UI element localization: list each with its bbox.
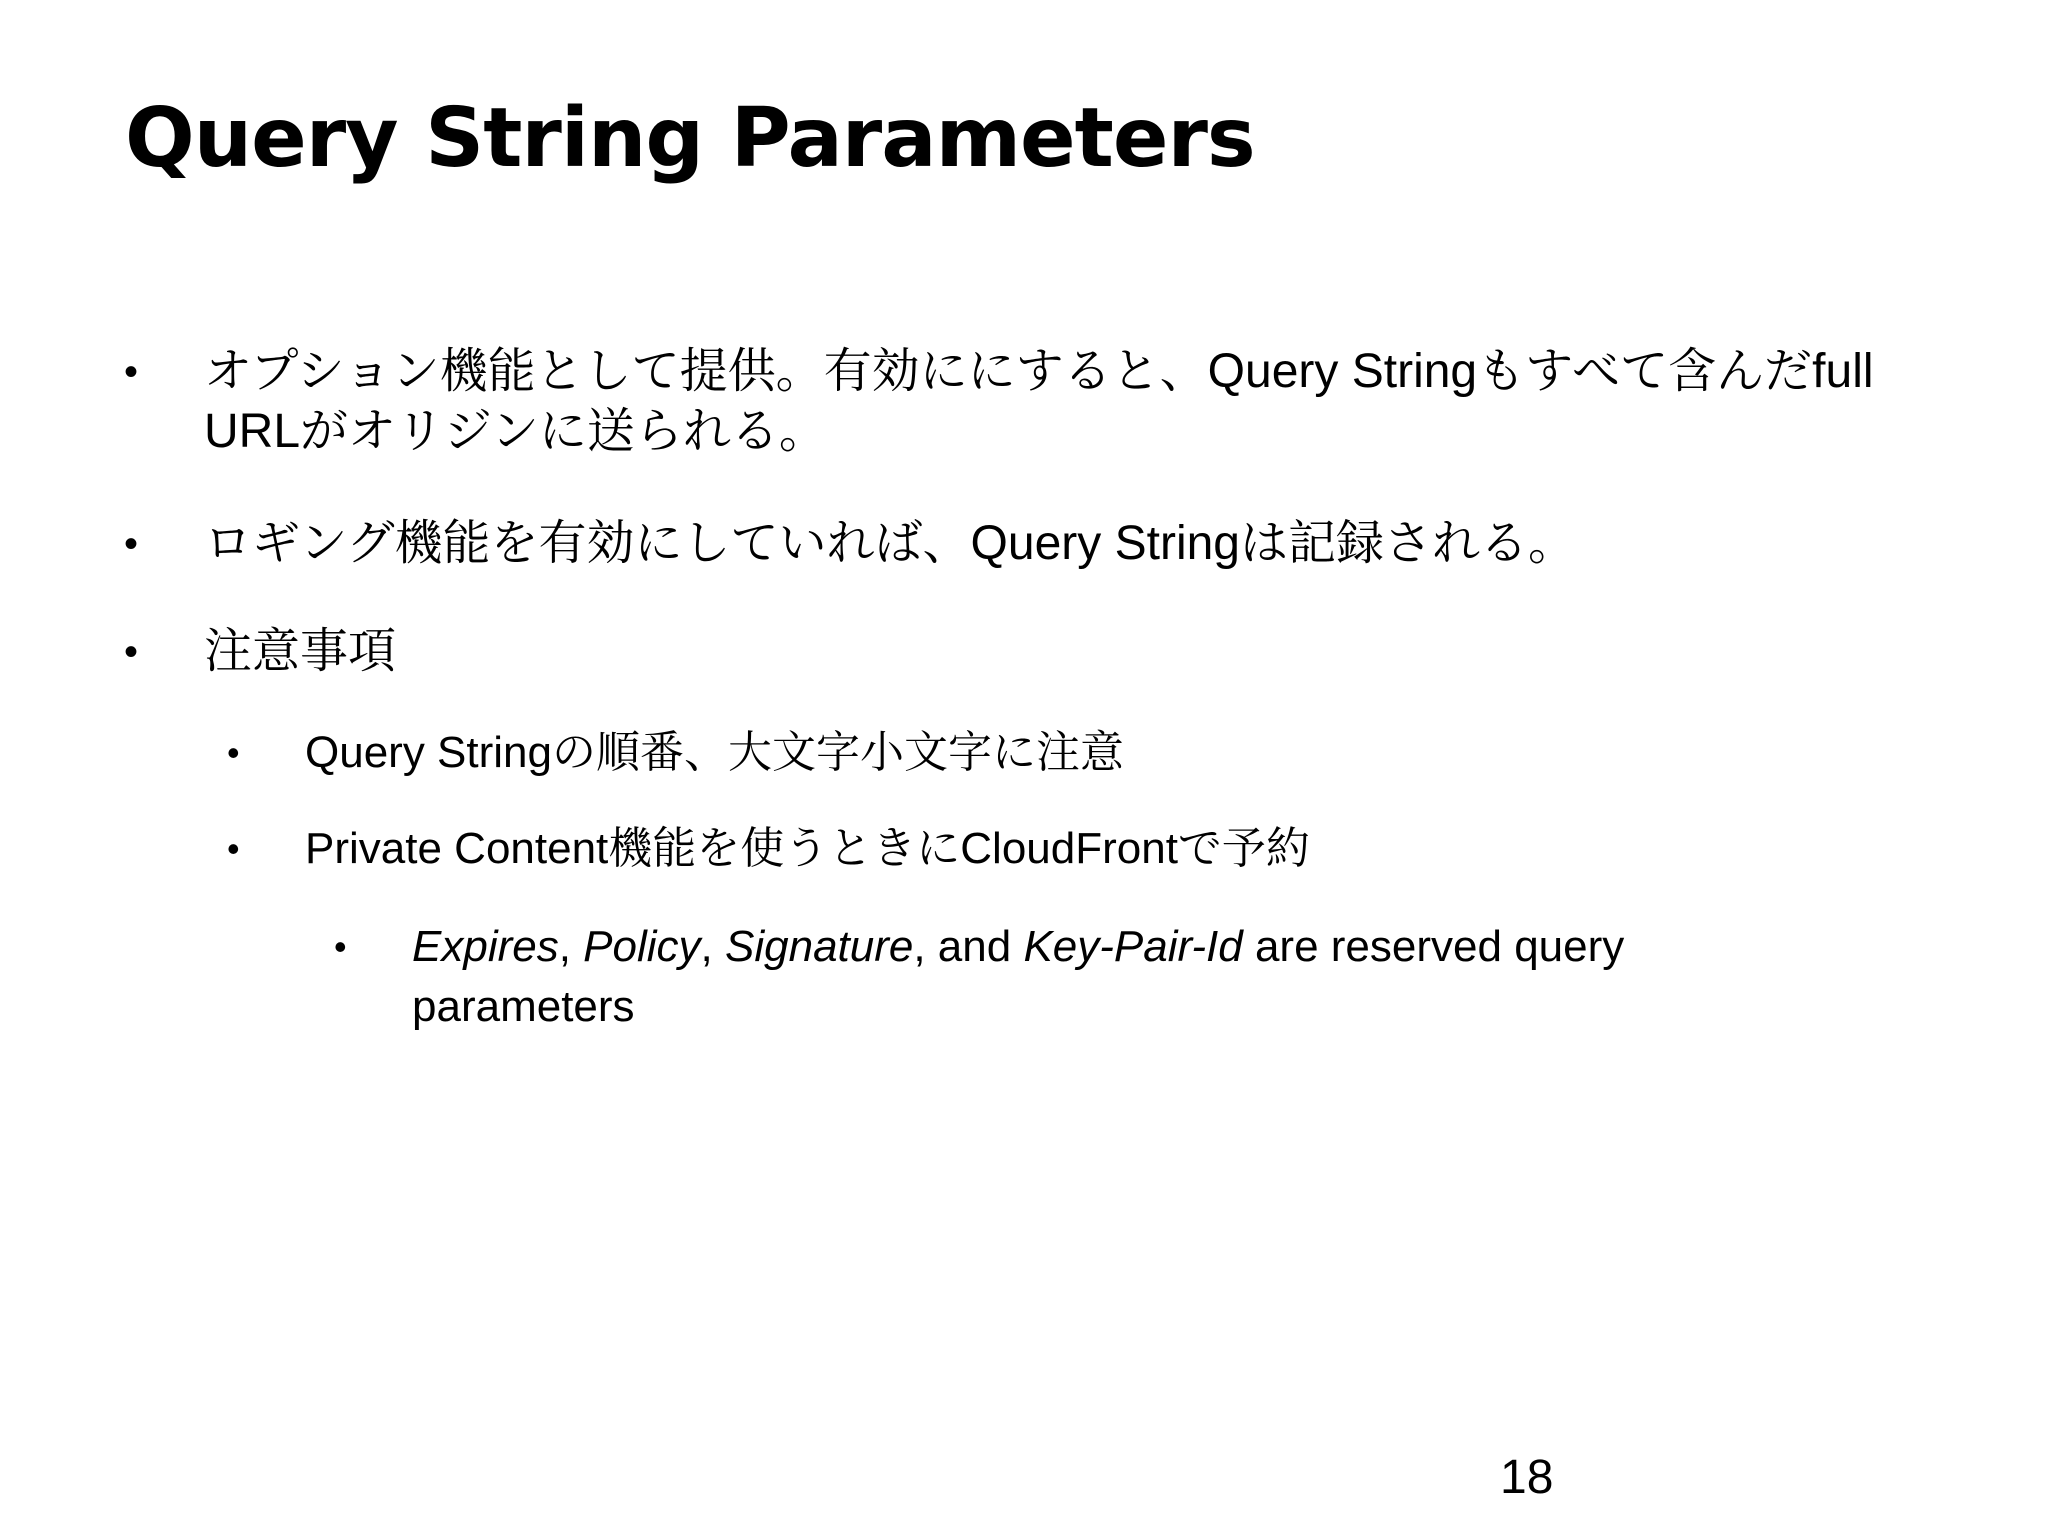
separator: , and [913,922,1024,971]
reserved-param-expires: Expires [412,922,559,971]
sub-bullet-text: Query Stringの順番、大文字小文字に注意 [305,728,1124,777]
bullet-marker: • [124,350,139,394]
reserved-param-policy: Policy [583,922,701,971]
separator: , [558,922,584,971]
bullet-text: ロギング機能を有効にしていれば、Query Stringは記録される。 [204,517,1576,570]
slide-title: Query String Parameters [125,91,1255,186]
sub-bullet-text: Private Content機能を使うときにCloudFrontで予約 [305,824,1310,873]
bullet-item [124,514,1894,574]
bullet-text: 注意事項 [204,625,397,678]
bullet-marker: • [124,630,139,674]
bullet-marker: • [124,522,139,566]
reserved-param-key-pair-id: Key-Pair-Id [1023,922,1243,971]
separator: , [700,922,725,971]
reserved-param-signature: Signature [725,922,914,971]
bullet-item [124,342,1894,462]
page-number: 18 [1500,1451,1554,1504]
bullet-marker: • [227,828,240,869]
bullet-marker: • [227,732,240,773]
bullet-marker: • [334,926,347,967]
sub-bullet-item [227,820,1895,878]
sub-sub-bullet-item [334,917,1852,1037]
bullet-item [124,622,1894,682]
bullet-text: オプション機能として提供。有効ににすると、Query Stringもすべて含んだfull URLがオリジンに送られる。 [204,345,1874,458]
sub-bullet-item [227,724,1895,782]
sub-sub-bullet-tail: are reserved query parameters [412,922,1625,1031]
